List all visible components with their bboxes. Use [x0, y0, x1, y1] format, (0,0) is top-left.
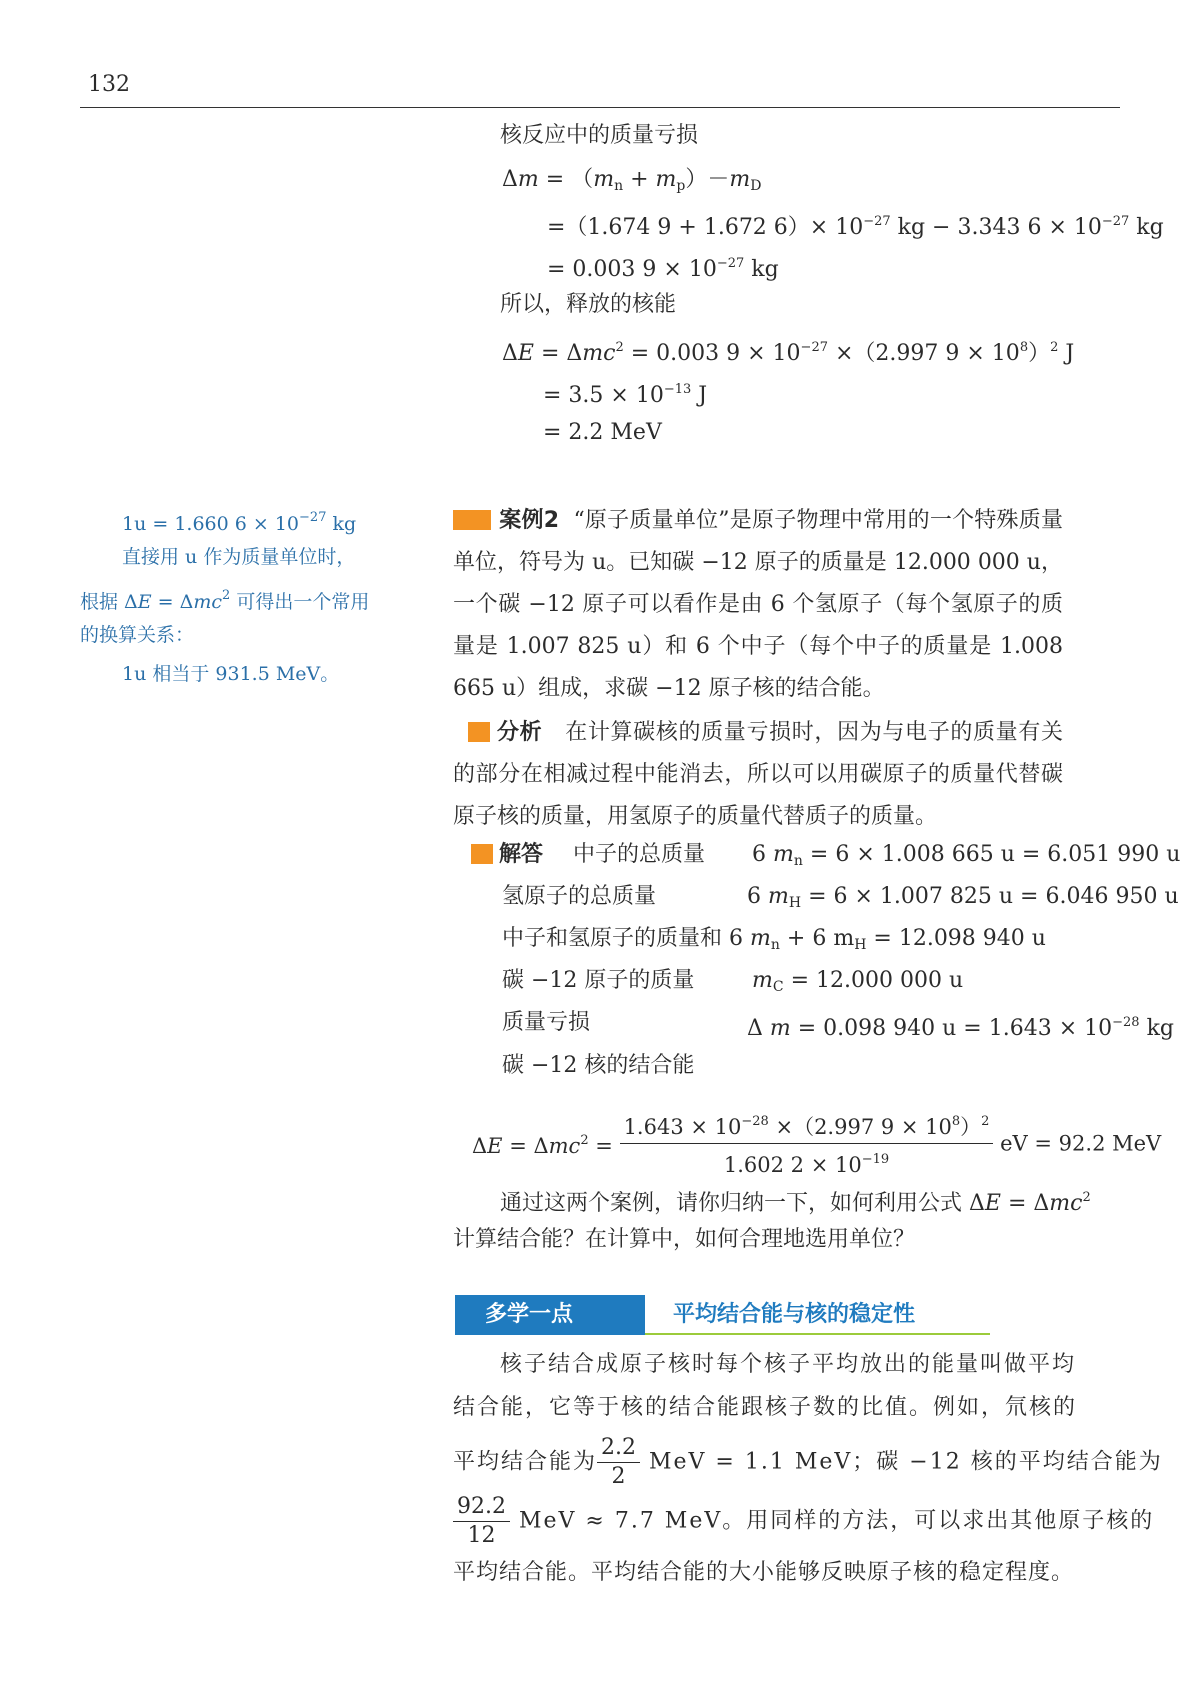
answer-row-1-eq: 6 mn = 6 × 1.008 665 u = 6.051 990 u [752, 842, 1181, 869]
analysis-paragraph: 分析 在计算碳核的质量亏损时，因为与电子的质量有关的部分在相减过程中能消去，所以可以用碳原子的质量代替碳原子核的质量，用氢原子的质量代替质子的质量。 [453, 720, 1063, 829]
section-line-4: $\frac{92.2}{12}$ MeV ≈ 7.7 MeV。用同样的方法，可以求出其他原子核的 [453, 1495, 1154, 1548]
formula-fraction: $\frac{1.643 \times 10^{-28} \times(2.997 9 \times 10^8)^2}{1.602 2 \times 10^{-19}}$ [620, 1108, 994, 1179]
case1-line-8: = 2.2 MeV [543, 420, 662, 445]
answer-label: 解答 [471, 840, 543, 870]
case2-paragraph: 案例2 “原子质量单位”是原子物理中常用的一个特殊质量单位，符号为 u。已知碳 −12 原子的质量是 12.000 000 u，一个碳 −12 原子可以看作是由 6 个氢原子（每个氢原子的质量是 1.007 825 u）和 6 个中子（每个中子的质量是 1.008 665 u）组成，求碳 −12 原子核的结合能。 [453, 508, 1063, 701]
case1-line-5: 所以，释放的核能 [500, 292, 677, 317]
sidebar-note-4: 的换算关系： [80, 624, 195, 646]
case1-line-1: 核反应中的质量亏损 [500, 123, 699, 148]
case1-line-4: = 0.003 $9 \times 10^{-27}$ kg [547, 256, 779, 282]
sidebar-note-3: 根据 ΔE = Δmc$^2$ 可得出一个常用 [80, 588, 370, 613]
fraction-deuteron: $\frac{2.2}{2}$ [597, 1436, 640, 1489]
answer-row-2-eq: 6 mH = 6 × 1.007 825 u = 6.046 950 u [747, 884, 1179, 911]
case1-line-6: ΔE = Δmc$^2$ = 0.003 $9 \times 10^{-27} \times(2.997$ $9 \times 10^8)^2$ J [502, 340, 1075, 366]
answer-row-4-label: 碳 −12 原子的质量 [502, 968, 695, 993]
answer-row-3: 中子和氢原子的质量和 6 mn + 6 mH = 12.098 940 u [502, 926, 1046, 953]
section-line-3: 平均结合能为 $\frac{2.2}{2}$ MeV = 1.1 MeV；碳 −12 核的平均结合能为 [453, 1435, 1163, 1489]
answer-row-2-label: 氢原子的总质量 [502, 884, 657, 909]
analysis-marker [468, 722, 490, 742]
section-line-2: 结合能，它等于核的结合能跟核子数的比值。例如，氘核的 [453, 1395, 1078, 1420]
answer-row-6-label: 碳 −12 核的结合能 [502, 1053, 695, 1078]
section-line-1: 核子结合成原子核时每个核子平均放出的能量叫做平均 [500, 1352, 1077, 1377]
sidebar-note-5: 1u 相当于 931.5 MeV。 [122, 663, 340, 685]
sidebar-note-2: 直接用 u 作为质量单位时， [122, 546, 356, 568]
answer-row-1-label: 中子的总质量 [573, 842, 706, 867]
question-line-2: 计算结合能？在计算中，如何合理地选用单位？ [453, 1227, 916, 1252]
answer-row-4-eq: mC = 12.000 000 u [752, 968, 964, 995]
section-title: 平均结合能与核的稳定性 [645, 1295, 990, 1335]
case2-marker [453, 510, 491, 530]
page-number: 132 [88, 72, 130, 97]
header-rule [80, 107, 1120, 108]
section-line-5: 平均结合能。平均结合能的大小能够反映原子核的稳定程度。 [453, 1560, 1075, 1585]
fraction-carbon: $\frac{92.2}{12}$ [453, 1495, 510, 1548]
sidebar-note-1: 1u = 1.660 $6 \times 10^{-27}$ kg [122, 510, 357, 535]
case1-line-7: = $3.5 \times 10^{-13}$ J [543, 382, 708, 408]
binding-energy-formula: ΔE = Δmc$^2$ = $\frac{1.643 \times 10^{-28} \times(2.997 9 \times 10^8)^2}{1.602 2 \times 10^{-19}}$ eV = 92.2 MeV [472, 1108, 1161, 1179]
answer-row-5-label: 质量亏损 [502, 1010, 591, 1035]
answer-marker [471, 844, 493, 864]
case1-line-2: Δm = （mn + mp）－mD [502, 167, 762, 194]
section-tag: 多学一点 [455, 1295, 645, 1335]
case1-line-3: =（1.674 9 + 1.672 $6)\times 10^{-27}$ kg − 3.343 $6 \times 10^{-27}$ kg [547, 214, 1164, 240]
answer-row-5-eq: Δ m = 0.098 940 $u = 1.643 \times 10^{-28}$ kg [747, 1015, 1174, 1041]
question-line-1: 通过这两个案例，请你归纳一下，如何利用公式 ΔE = Δmc$^2$ [500, 1190, 1091, 1216]
